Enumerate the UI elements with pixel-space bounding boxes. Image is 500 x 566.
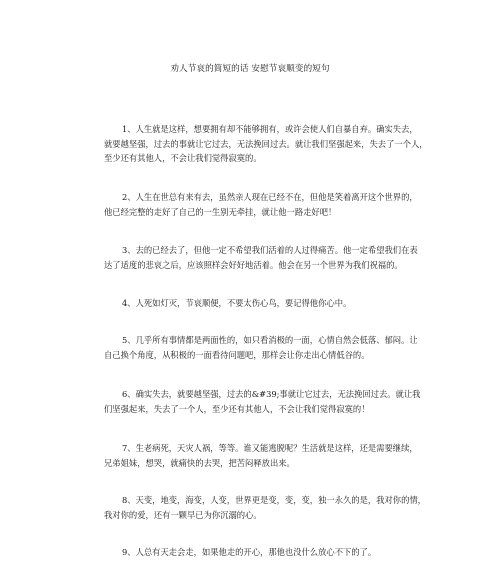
paragraph-line: 1、人生就是这样，想要拥有却不能够拥有，或许会使人们自暴自弃。确实失去， xyxy=(122,124,418,134)
paragraph-line: 就要越坚强，过去的事就让它过去，无法挽回过去。就让我们坚强起来，失去了一个人， xyxy=(104,138,428,149)
paragraph-1 xyxy=(104,122,428,166)
paragraph-line: 们坚强起来，失去了一个人，至少还有其他人，不会让我们觉得寂寞的！ xyxy=(104,403,370,414)
paragraph-3 xyxy=(104,243,422,272)
paragraph-line: 9、人总有天走会走，如果他走的开心，那他也没什么放心不下的了。 xyxy=(122,547,377,557)
document-title: 劝人节哀的简短的话 安慰节哀顺变的短句 xyxy=(170,64,330,74)
paragraph-line: 我对你的爱，还有一颗早已为你沉溺的心。 xyxy=(104,509,262,520)
paragraph-4 xyxy=(104,296,422,311)
paragraph-2 xyxy=(104,190,422,219)
paragraph-9 xyxy=(104,545,422,560)
paragraph-8 xyxy=(104,493,426,522)
paragraph-line: 4、人死如灯灭，节哀顺便，不要太伤心鸟，要记得他你心中。 xyxy=(122,298,352,308)
paragraph-line: 自己换个角度，从积极的一面看待问题吧，那样会让你走出心情低谷的。 xyxy=(104,349,370,360)
paragraph-line: 6、确实失去，就要越坚强，过去的&#39;事就让它过去，无法挽回过去。就让我 xyxy=(122,389,421,399)
paragraph-line: 达了适度的悲哀之后，应该照样会好好地活着。他会在另一个世界为我们祝福的。 xyxy=(104,259,403,270)
paragraph-line: 8、天变，地变，海变，人变，世界更是变，变，变，独一永久的是，我对你的情， xyxy=(122,495,426,505)
paragraph-line: 5、几乎所有事情都是两面性的，如只看消极的一面，心情自然会低落、郁闷。让 xyxy=(122,335,418,345)
paragraph-line: 2、人生在世总有来有去，虽然亲人现在已经不在，但他是笑着离开这个世界的， xyxy=(122,192,418,202)
paragraph-7 xyxy=(104,441,422,470)
paragraph-line: 7、生老病死，天灾人祸，等等。谁又能逃脱呢？生活就是这样，还是需要继续， xyxy=(122,443,418,453)
paragraph-line: 至少还有其他人，不会让我们觉得寂寞的。 xyxy=(104,153,262,163)
paragraph-5 xyxy=(104,333,422,362)
paragraph-line: 兄弟姐妹，想哭，就痛快的去哭，把苦闷释放出来。 xyxy=(104,457,295,468)
paragraph-line: 他已经完整的走好了自己的一生别无牵挂，就让他一路走好吧！ xyxy=(104,206,337,217)
paragraph-line: 3、去的已经去了，但他一定不希望我们活着的人过得痛苦。他一定希望我们在表 xyxy=(122,245,418,255)
paragraph-6 xyxy=(104,387,422,416)
